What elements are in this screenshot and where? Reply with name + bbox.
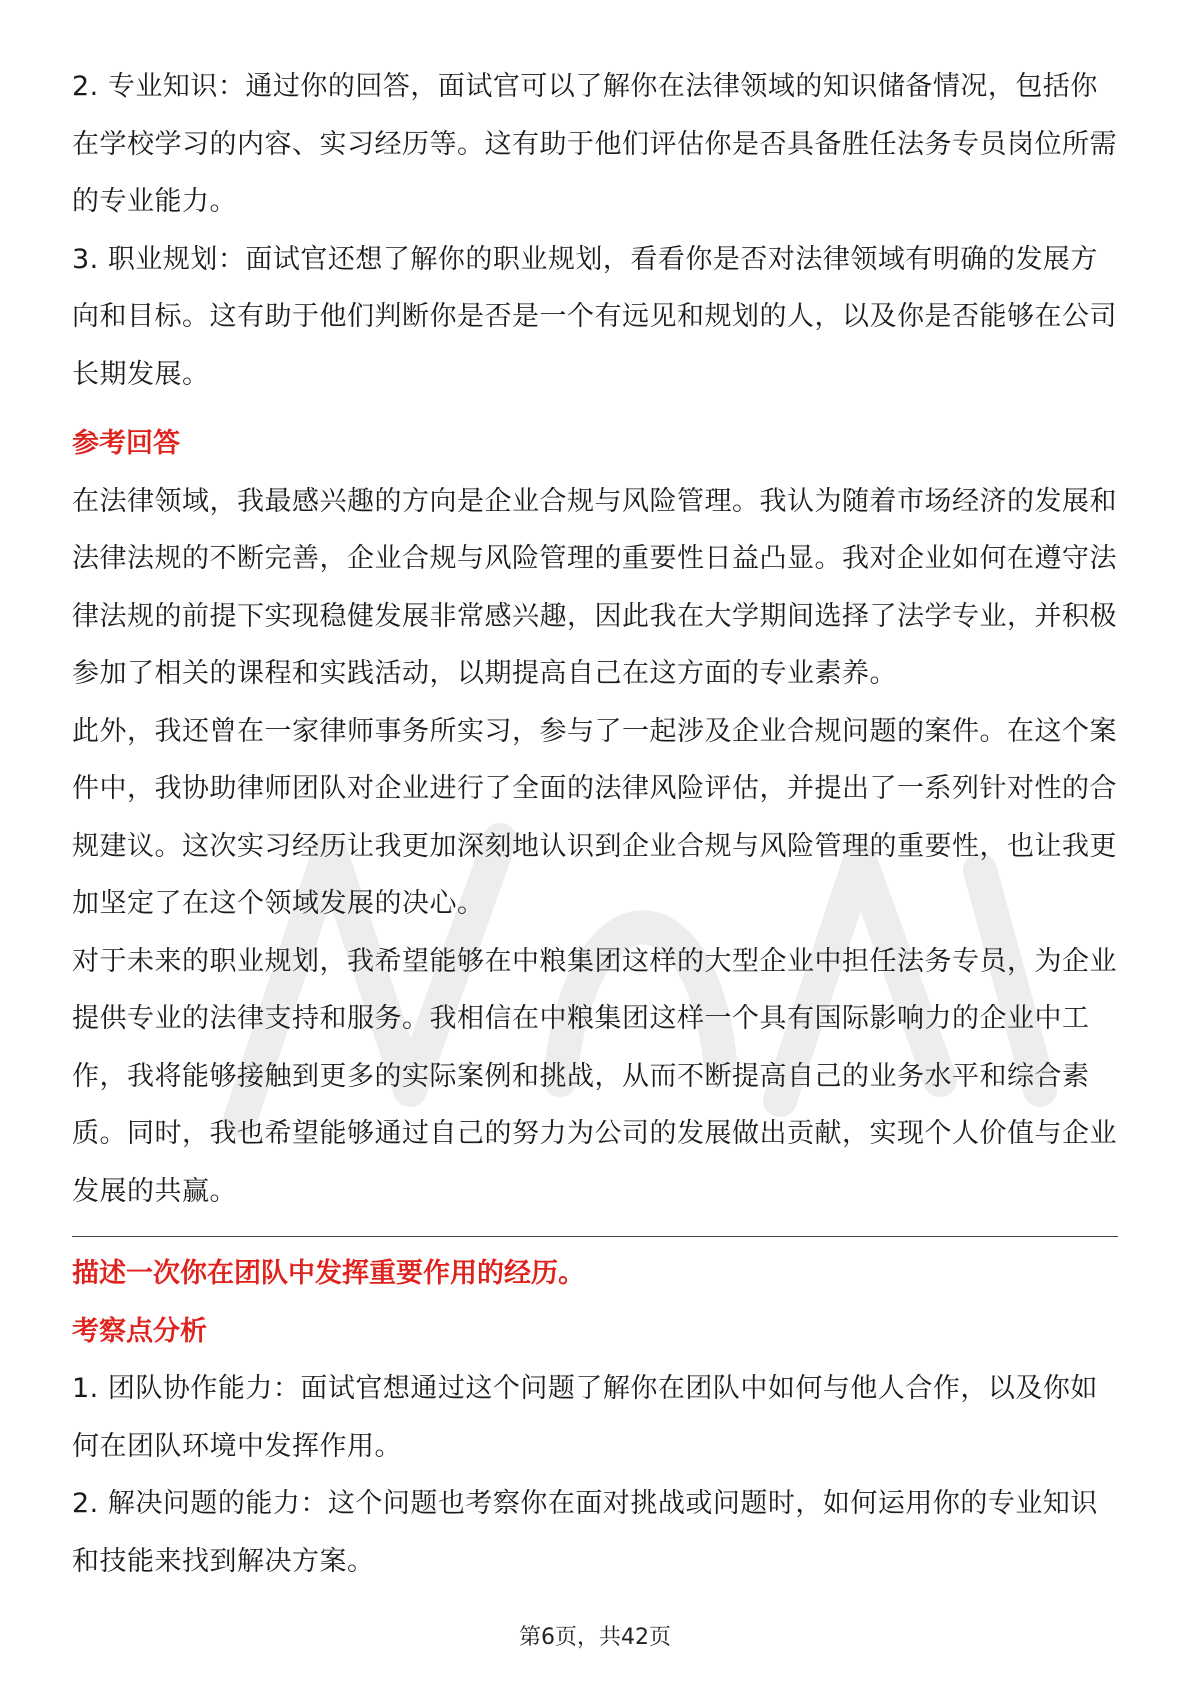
interview-question: 描述一次你在团队中发挥重要作用的经历。 (72, 1258, 585, 1289)
point-career-planning: 3. 职业规划：面试官还想了解你的职业规划，看看你是否对法律领域有明确的发展方向和目标。这有助于他们判断你是否是一个有远见和规划的人，以及你是否能够在公司长期发展。 (72, 243, 1117, 390)
answer-paragraph-2: 此外，我还曾在一家律师事务所实习，参与了一起涉及企业合规问题的案件。在这个案件中，我协助律师团队对企业进行了全面的法律风险评估，并提出了一系列针对性的合规建议。这次实习经历让我更加深刻地认识到企业合规与风险管理的重要性，也让我更加坚定了在这个领域发展的决心。 (72, 715, 1117, 919)
point-teamwork: 1. 团队协作能力：面试官想通过这个问题了解你在团队中如何与他人合作，以及你如何在团队环境中发挥作用。 (72, 1373, 1098, 1462)
answer-paragraph-3: 对于未来的职业规划，我希望能够在中粮集团这样的大型企业中担任法务专员，为企业提供专业的法律支持和服务。我相信在中粮集团这样一个具有国际影响力的企业中工作，我将能够接触到更多的实际案例和挑战，从而不断提高自己的业务水平和综合素质。同时，我也希望能够通过自己的努力为公司的发展做出贡献，实现个人价值与企业发展的共赢。 (72, 945, 1117, 1207)
answer-paragraph-1: 在法律领域，我最感兴趣的方向是企业合规与风险管理。我认为随着市场经济的发展和法律法规的不断完善，企业合规与风险管理的重要性日益凸显。我对企业如何在遵守法律法规的前提下实现稳健发展非常感兴趣，因此我在大学期间选择了法学专业，并积极参加了相关的课程和实践活动，以期提高自己在这方面的专业素养。 (72, 485, 1117, 689)
page-number-footer: 第6页，共42页 (519, 1625, 671, 1650)
analysis-heading: 考察点分析 (72, 1315, 207, 1347)
point-problem-solving: 2. 解决问题的能力：这个问题也考察你在面对挑战或问题时，如何运用你的专业知识和技能来找到解决方案。 (72, 1488, 1098, 1577)
reference-answer-heading: 参考回答 (72, 428, 180, 459)
point-professional-knowledge: 2. 专业知识：通过你的回答，面试官可以了解你在法律领域的知识储备情况，包括你在学校学习的内容、实习经历等。这有助于他们评估你是否具备胜任法务专员岗位所需的专业能力。 (72, 71, 1117, 217)
section-divider (72, 1236, 1118, 1237)
page-content (72, 58, 1118, 1590)
